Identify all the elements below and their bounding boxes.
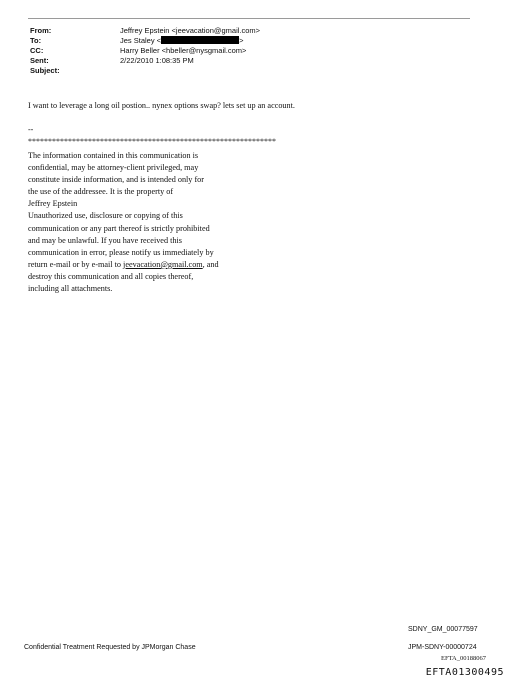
disclaimer-line: the use of the addressee. It is the property of	[28, 187, 174, 197]
sdny-gm-bates: SDNY_GM_00077597	[408, 626, 478, 633]
disclaimer-line: including all attachments.	[28, 284, 113, 294]
disclaimer-line: communication or any part thereof is strictly prohibited	[28, 223, 210, 233]
disclaimer-text: return e-mail or by e-mail to	[28, 259, 124, 269]
disclaimer-line: Jeffrey Epstein	[28, 199, 78, 209]
disclaimer-text: , and	[202, 259, 219, 269]
sent-label: Sent:	[30, 56, 49, 65]
from-value: Jeffrey Epstein <jeevacation@gmail.com>	[120, 26, 261, 35]
sent-value: 2/22/2010 1:08:35 PM	[120, 56, 194, 65]
subject-label: Subject:	[30, 66, 60, 75]
redaction-box	[161, 36, 239, 44]
cc-label: CC:	[30, 46, 44, 55]
disclaimer-line: confidential, may be attorney-client privileged, may	[28, 163, 199, 173]
disclaimer-line: constitute inside information, and is intended only for	[28, 175, 204, 185]
disclaimer-line-with-link	[28, 259, 219, 271]
to-value	[120, 36, 243, 46]
disclaimer-line: and may be unlawful. If you have received this	[28, 235, 182, 245]
to-value-prefix: Jes Staley <	[120, 36, 162, 45]
disclaimer-block	[28, 150, 219, 295]
disclaimer-line: Unauthorized use, disclosure or copying of this	[28, 211, 183, 221]
disclaimer-line: communication in error, please notify us immediately by	[28, 247, 214, 257]
jpm-sdny-bates: JPM-SDNY-00000724	[408, 644, 477, 651]
signature-dash: --	[28, 125, 34, 134]
efta-small-bates: EFTA_00188067	[441, 655, 486, 662]
to-label: To:	[30, 36, 42, 45]
header-top-rule	[28, 18, 470, 19]
efta-large-bates: EFTA01300495	[425, 667, 504, 678]
message-body: I want to leverage a long oil postion.. nynex options swap? lets set up an account.	[28, 101, 295, 110]
disclaimer-line: destroy this communication and all copies thereof,	[28, 271, 194, 281]
confidential-notice: Confidential Treatment Requested by JPMorgan Chase	[24, 644, 196, 651]
cc-value: Harry Beller <hbeller@nysgmail.com>	[120, 46, 247, 55]
email-link[interactable]: jeevacation@gmail.com	[123, 259, 203, 269]
to-value-suffix: >	[239, 36, 244, 45]
separator-line: **************************************************************	[28, 137, 276, 146]
disclaimer-line: The information contained in this communication is	[28, 151, 199, 160]
from-label: From:	[30, 26, 52, 35]
